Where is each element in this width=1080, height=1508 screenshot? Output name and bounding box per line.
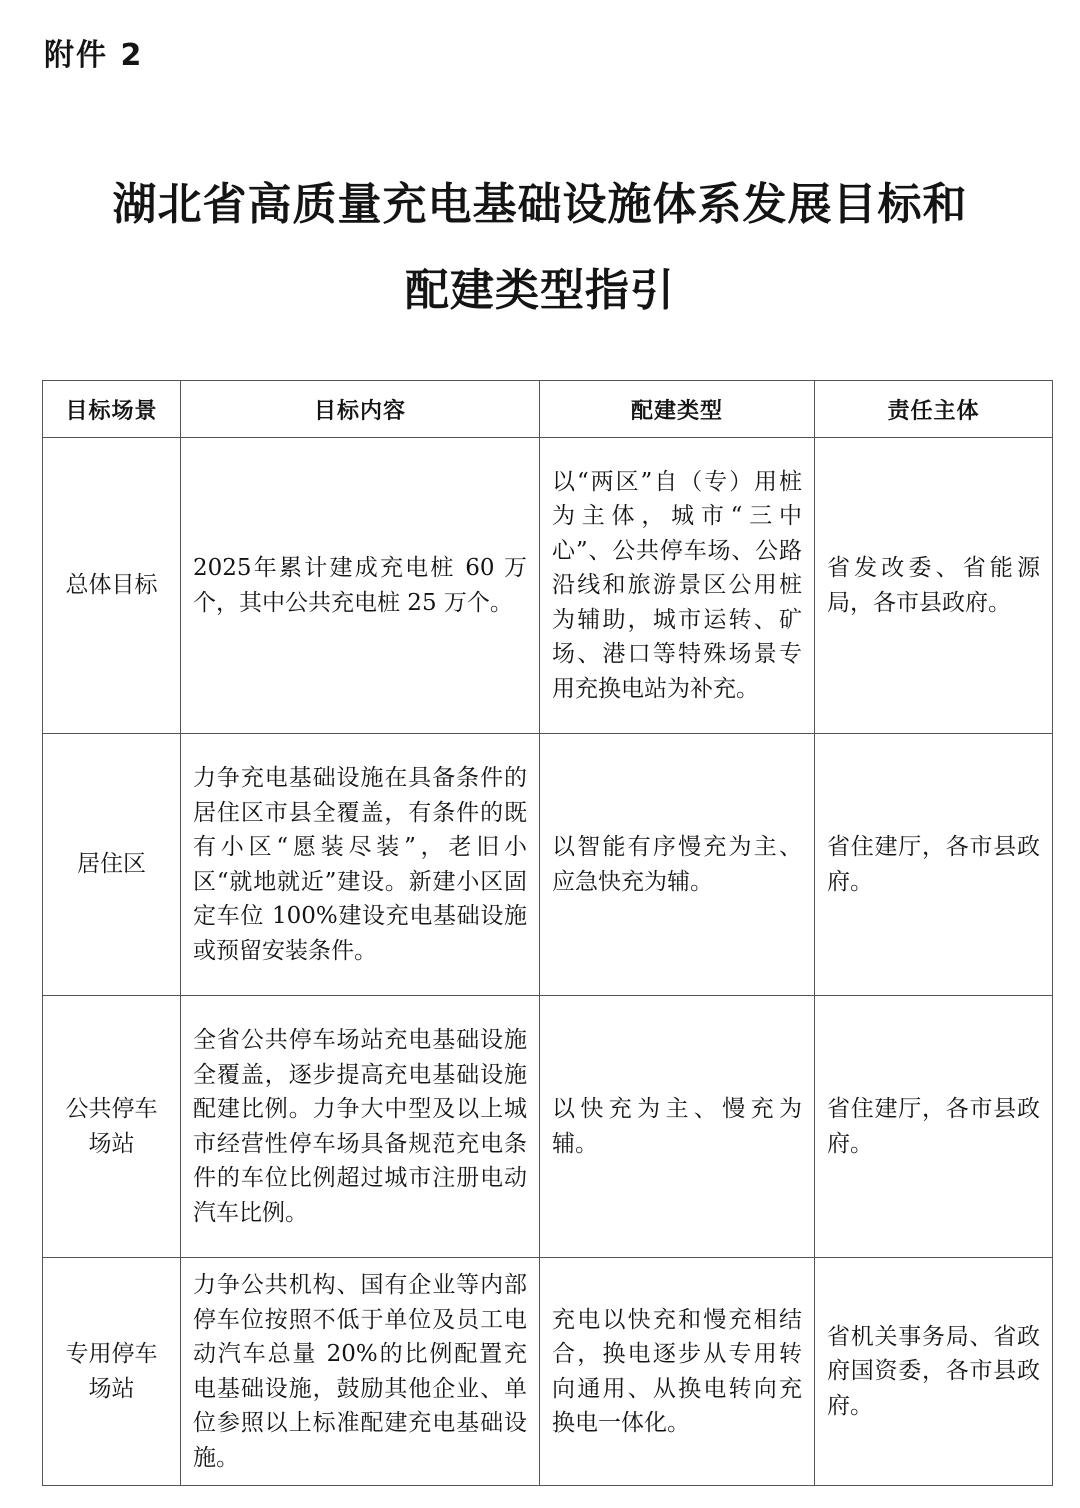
cell-scene: 居住区 xyxy=(43,734,181,996)
cell-responsible: 省发改委、省能源局，各市县政府。 xyxy=(815,438,1053,734)
cell-scene: 总体目标 xyxy=(43,438,181,734)
table-row xyxy=(43,996,1053,1258)
page-title-line-2: 配建类型指引 xyxy=(405,265,675,316)
header-responsible: 责任主体 xyxy=(815,381,1053,438)
cell-type: 充电以快充和慢充相结合，换电逐步从专用转向通用、从换电转向充换电一体化。 xyxy=(540,1258,815,1486)
guide-table xyxy=(42,380,1053,1486)
header-scene: 目标场景 xyxy=(43,381,181,438)
attachment-label: 附件 2 xyxy=(44,38,144,73)
cell-responsible: 省住建厅，各市县政府。 xyxy=(815,996,1053,1258)
cell-responsible: 省机关事务局、省政府国资委，各市县政府。 xyxy=(815,1258,1053,1486)
cell-type: 以智能有序慢充为主、应急快充为辅。 xyxy=(540,734,815,996)
cell-type: 以快充为主、慢充为辅。 xyxy=(540,996,815,1258)
cell-content: 力争充电基础设施在具备条件的居住区市县全覆盖，有条件的既有小区“愿装尽装”，老旧小区“就地就近”建设。新建小区固定车位 100%建设充电基础设施或预留安装条件。 xyxy=(181,734,540,996)
page-title-line-1: 湖北省高质量充电基础设施体系发展目标和 xyxy=(112,179,968,230)
table-row xyxy=(43,734,1053,996)
cell-responsible: 省住建厅，各市县政府。 xyxy=(815,734,1053,996)
cell-content: 力争公共机构、国有企业等内部停车位按照不低于单位及员工电动汽车总量 20%的比例配置充电基础设施，鼓励其他企业、单位参照以上标准配建充电基础设施。 xyxy=(181,1258,540,1486)
table-row xyxy=(43,438,1053,734)
cell-content: 全省公共停车场站充电基础设施全覆盖，逐步提高充电基础设施配建比例。力争大中型及以上城市经营性停车场具备规范充电条件的车位比例超过城市注册电动汽车比例。 xyxy=(181,996,540,1258)
cell-scene-text: 公共停车场站 xyxy=(65,1096,158,1157)
header-type: 配建类型 xyxy=(540,381,815,438)
cell-content: 2025年累计建成充电桩 60 万个，其中公共充电桩 25 万个。 xyxy=(181,438,540,734)
cell-scene xyxy=(43,996,181,1258)
cell-scene xyxy=(43,1258,181,1486)
header-content: 目标内容 xyxy=(181,381,540,438)
table-header-row xyxy=(43,381,1053,438)
cell-scene-text: 专用停车场站 xyxy=(65,1341,158,1402)
cell-type: 以“两区”自（专）用桩为主体，城市“三中心”、公共停车场、公路沿线和旅游景区公用桩为辅助，城市运转、矿场、港口等特殊场景专用充换电站为补充。 xyxy=(540,438,815,734)
table-row xyxy=(43,1258,1053,1486)
